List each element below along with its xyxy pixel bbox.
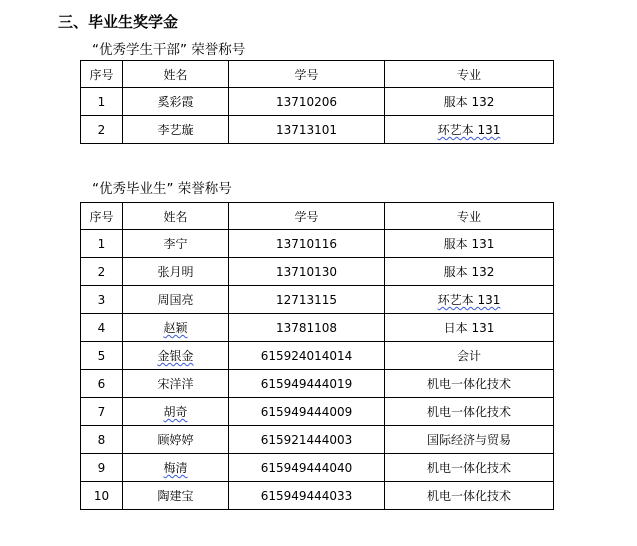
cell-name-text: 胡奇 — [163, 405, 188, 419]
cell-major-text: 环艺本 131 — [437, 293, 501, 307]
table-row — [81, 230, 554, 258]
cell-name: 张月明 — [123, 258, 229, 286]
cell-name: 奚彩霞 — [123, 88, 229, 116]
table-header-row — [81, 61, 554, 88]
cell-no: 8 — [81, 426, 123, 454]
header-student-id: 学号 — [229, 61, 385, 88]
cell-no: 1 — [81, 88, 123, 116]
cell-major — [385, 286, 554, 314]
cell-no: 10 — [81, 482, 123, 510]
table-row — [81, 370, 554, 398]
cell-student-id: 13710206 — [229, 88, 385, 116]
header-no: 序号 — [81, 203, 123, 230]
cell-student-id: 615924014014 — [229, 342, 385, 370]
cell-major: 国际经济与贸易 — [385, 426, 554, 454]
cell-major — [385, 116, 554, 144]
header-no: 序号 — [81, 61, 123, 88]
cell-major: 会计 — [385, 342, 554, 370]
cell-name: 李宁 — [123, 230, 229, 258]
cell-name — [123, 342, 229, 370]
cell-major: 机电一体化技术 — [385, 398, 554, 426]
cell-name: 陶建宝 — [123, 482, 229, 510]
header-name: 姓名 — [123, 203, 229, 230]
cell-no: 1 — [81, 230, 123, 258]
cell-student-id: 13781108 — [229, 314, 385, 342]
cell-student-id: 615949444009 — [229, 398, 385, 426]
cell-major: 服本 131 — [385, 230, 554, 258]
header-major: 专业 — [385, 61, 554, 88]
cell-student-id: 615949444040 — [229, 454, 385, 482]
table-header-row — [81, 203, 554, 230]
table-row — [81, 258, 554, 286]
section-heading: 三、毕业生奖学金 — [58, 13, 179, 31]
cell-major: 服本 132 — [385, 258, 554, 286]
cell-student-id: 615921444003 — [229, 426, 385, 454]
cell-name-text: 金银金 — [157, 349, 194, 363]
cell-no: 9 — [81, 454, 123, 482]
cell-student-id: 615949444033 — [229, 482, 385, 510]
cell-student-id: 12713115 — [229, 286, 385, 314]
cell-name-text: 梅清 — [163, 461, 188, 475]
cell-major: 服本 132 — [385, 88, 554, 116]
cell-name — [123, 454, 229, 482]
cell-no: 7 — [81, 398, 123, 426]
table-row — [81, 398, 554, 426]
table1-caption: “优秀学生干部” 荣誉称号 — [92, 42, 246, 58]
cell-name-text: 赵颖 — [163, 321, 188, 335]
cell-name — [123, 314, 229, 342]
outstanding-cadre-table — [80, 60, 554, 144]
cell-name: 顾婷婷 — [123, 426, 229, 454]
cell-student-id: 13710116 — [229, 230, 385, 258]
cell-no: 6 — [81, 370, 123, 398]
cell-name: 李艺璇 — [123, 116, 229, 144]
cell-major: 机电一体化技术 — [385, 454, 554, 482]
table-row — [81, 482, 554, 510]
cell-no: 5 — [81, 342, 123, 370]
table-row — [81, 286, 554, 314]
cell-major: 日本 131 — [385, 314, 554, 342]
table-row — [81, 454, 554, 482]
outstanding-graduate-table — [80, 202, 554, 510]
cell-major-text: 环艺本 131 — [437, 123, 501, 137]
table-row — [81, 426, 554, 454]
header-student-id: 学号 — [229, 203, 385, 230]
header-major: 专业 — [385, 203, 554, 230]
table-row — [81, 116, 554, 144]
cell-no: 3 — [81, 286, 123, 314]
table2-caption: “优秀毕业生” 荣誉称号 — [92, 181, 232, 197]
cell-student-id: 615949444019 — [229, 370, 385, 398]
cell-name: 宋洋洋 — [123, 370, 229, 398]
cell-student-id: 13713101 — [229, 116, 385, 144]
cell-major: 机电一体化技术 — [385, 482, 554, 510]
cell-no: 2 — [81, 258, 123, 286]
cell-student-id: 13710130 — [229, 258, 385, 286]
table-row — [81, 88, 554, 116]
cell-no: 4 — [81, 314, 123, 342]
cell-name — [123, 398, 229, 426]
cell-name: 周国亮 — [123, 286, 229, 314]
table-row — [81, 314, 554, 342]
cell-no: 2 — [81, 116, 123, 144]
cell-major: 机电一体化技术 — [385, 370, 554, 398]
table-row — [81, 342, 554, 370]
header-name: 姓名 — [123, 61, 229, 88]
